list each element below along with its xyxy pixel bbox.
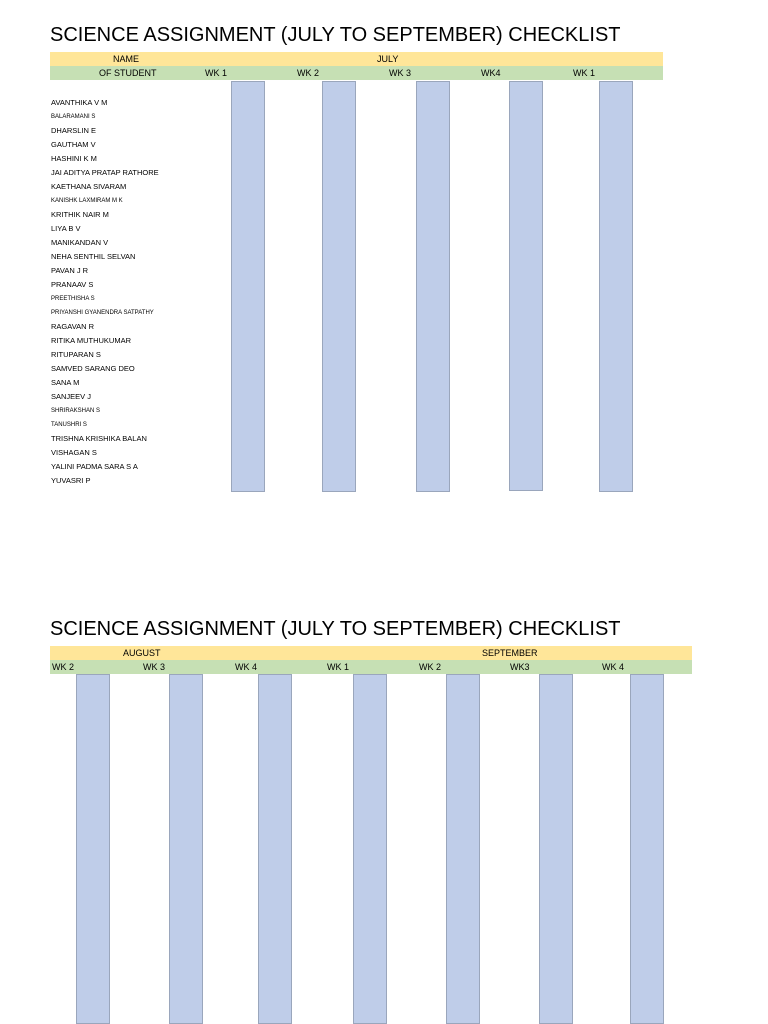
check-column[interactable] <box>599 81 633 492</box>
student-name: PRANAAV S <box>51 280 94 289</box>
month-header-september: SEPTEMBER <box>482 648 538 658</box>
check-column[interactable] <box>539 674 573 1024</box>
student-name: SAMVED SARANG DEO <box>51 364 135 373</box>
student-name: RAGAVAN R <box>51 322 95 331</box>
page-title: SCIENCE ASSIGNMENT (JULY TO SEPTEMBER) CHECKLIST <box>50 618 621 640</box>
month-header-row <box>50 646 692 660</box>
week-header: WK 1 <box>205 68 228 78</box>
week-header: WK4 <box>481 68 501 78</box>
student-name: DHARSLIN E <box>51 126 97 135</box>
week-header: WK 3 <box>143 662 166 672</box>
student-name: PRIYANSHI GYANENDRA SATPATHY <box>51 310 154 316</box>
student-name: RITIKA MUTHUKUMAR <box>51 336 132 345</box>
student-name: HASHINI K M <box>51 154 97 163</box>
check-column[interactable] <box>509 81 543 491</box>
student-name: MANIKANDAN V <box>51 238 109 247</box>
student-name: AVANTHIKA V M <box>51 98 108 107</box>
page-title: SCIENCE ASSIGNMENT (JULY TO SEPTEMBER) CHECKLIST <box>50 24 621 46</box>
week-header: WK 4 <box>235 662 258 672</box>
student-name: LIYA B V <box>51 224 81 233</box>
week-header-row <box>50 66 663 80</box>
name-header: NAME <box>113 54 140 64</box>
student-name: VISHAGAN S <box>51 448 97 457</box>
month-header-july: JULY <box>377 54 399 64</box>
week-header: WK 2 <box>297 68 320 78</box>
check-column[interactable] <box>416 81 450 492</box>
student-name: KAETHANA SIVARAM <box>51 182 127 191</box>
student-name: PAVAN J R <box>51 266 89 275</box>
check-column[interactable] <box>446 674 480 1024</box>
student-name: SANJEEV J <box>51 392 92 401</box>
week-header: WK3 <box>510 662 530 672</box>
student-name: YUVASRI P <box>51 476 91 485</box>
week-header: WK 3 <box>389 68 412 78</box>
week-header: WK 1 <box>573 68 596 78</box>
student-name: TRISHNA KRISHIKA BALAN <box>51 434 147 443</box>
check-column[interactable] <box>76 674 110 1024</box>
student-name: RITUPARAN S <box>51 350 101 359</box>
student-name: NEHA SENTHIL SELVAN <box>51 252 136 261</box>
check-column[interactable] <box>630 674 664 1024</box>
of-student-header: OF STUDENT <box>99 68 157 78</box>
check-column[interactable] <box>169 674 203 1024</box>
check-column[interactable] <box>322 81 356 492</box>
week-header: WK 2 <box>52 662 75 672</box>
check-column[interactable] <box>353 674 387 1024</box>
week-header-row <box>50 660 692 674</box>
month-header-row <box>50 52 663 66</box>
student-name: SHRIRAKSHAN S <box>51 408 101 414</box>
week-header: WK 1 <box>327 662 350 672</box>
student-name: PREETHISHA S <box>51 296 95 302</box>
week-header: WK 4 <box>602 662 625 672</box>
student-name: GAUTHAM V <box>51 140 96 149</box>
month-header-august: AUGUST <box>123 648 161 658</box>
student-name: JAI ADITYA PRATAP RATHORE <box>51 168 159 177</box>
check-column[interactable] <box>258 674 292 1024</box>
student-name: YALINI PADMA SARA S A <box>51 462 138 471</box>
week-header: WK 2 <box>419 662 442 672</box>
check-column[interactable] <box>231 81 265 492</box>
student-name: SANA M <box>51 378 80 387</box>
student-name: KANISHK LAXMIRAM M K <box>51 198 123 204</box>
student-name: KRITHIK NAIR M <box>51 210 109 219</box>
student-name: TANUSHRI S <box>51 422 87 428</box>
student-name: BALARAMANI S <box>51 114 96 120</box>
